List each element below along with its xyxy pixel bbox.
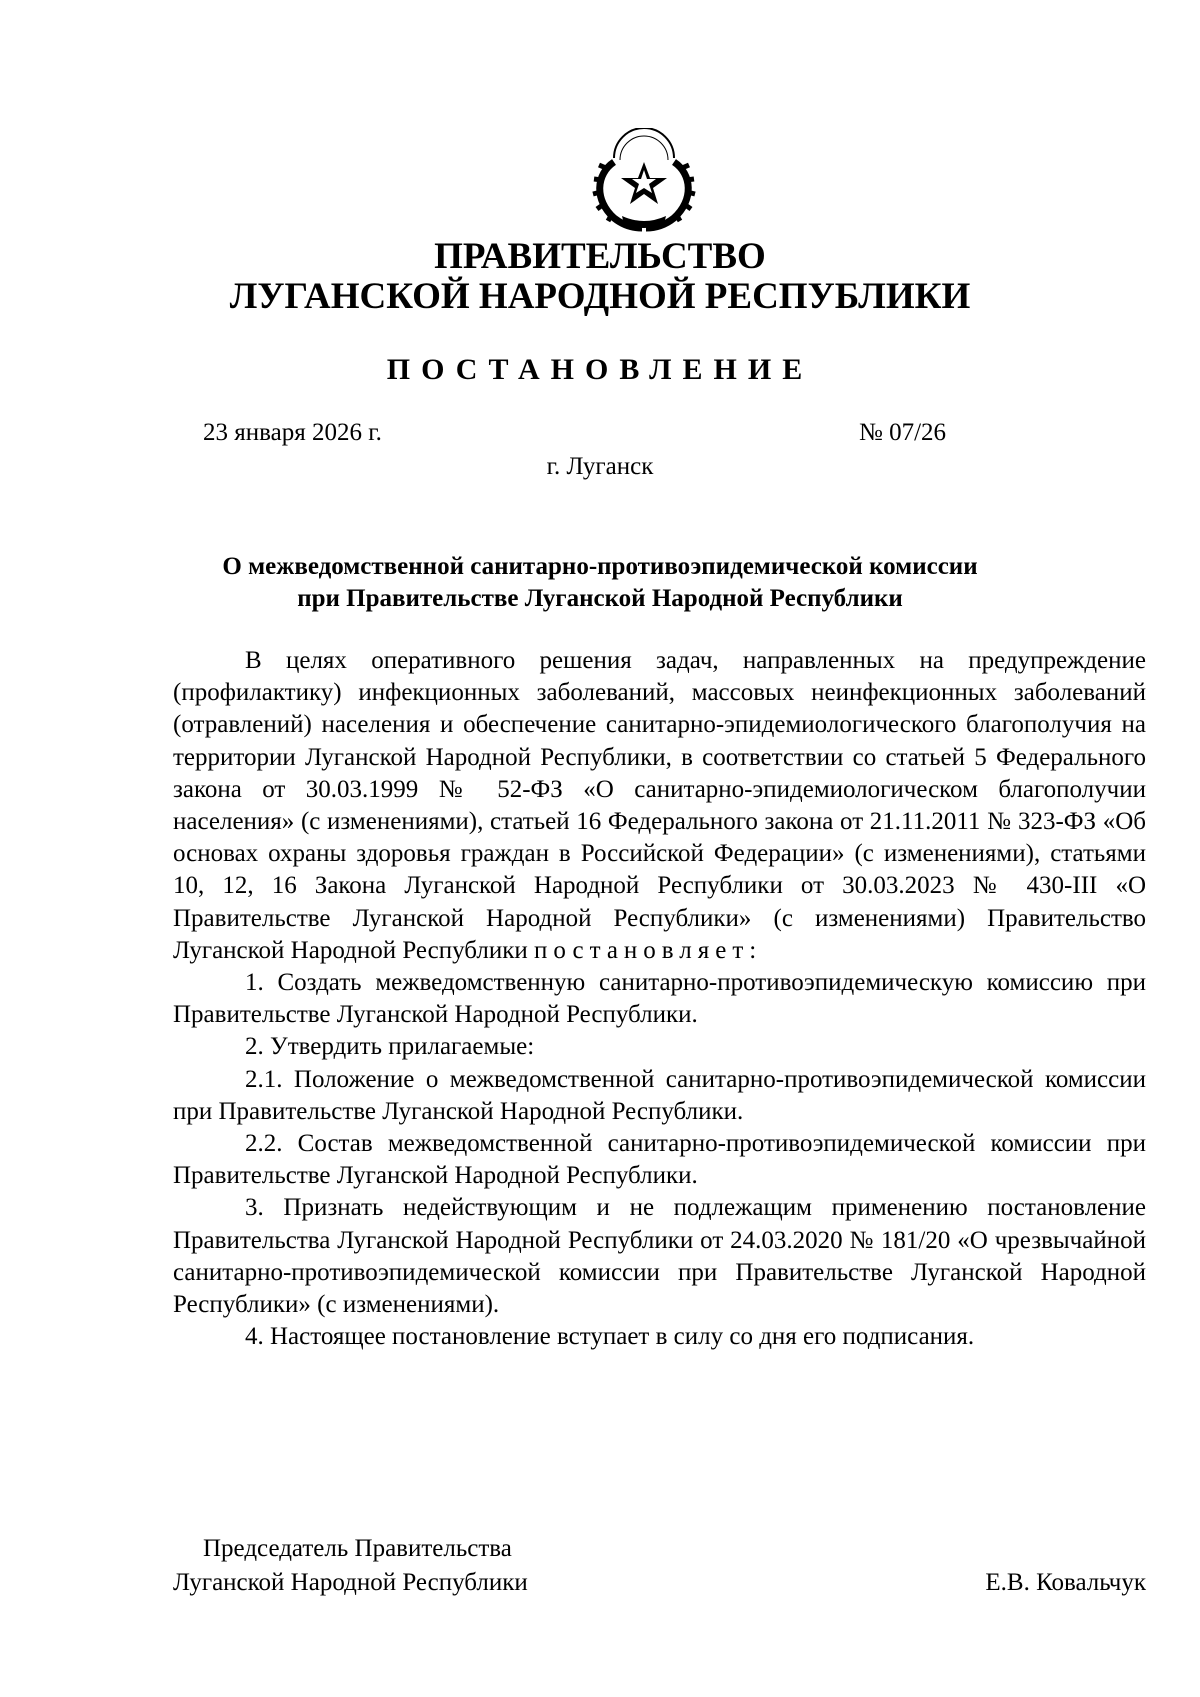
signatory-name: Е.В. Ковальчук (985, 1569, 1146, 1596)
item-2-2: 2.2. Состав межведомственной санитарно-противоэпидемической комиссии при Правительстве Луганской Народной Республики. (173, 1130, 1146, 1190)
state-emblem-icon (584, 128, 704, 232)
signatory-position (173, 1532, 528, 1600)
government-name-line1: ПРАВИТЕЛЬСТВО (434, 236, 766, 277)
document-number: № 07/26 (859, 419, 947, 446)
resolves-word: постановляет: (534, 936, 763, 964)
item-2: 2. Утвердить прилагаемые: (245, 1033, 535, 1061)
document-date: 23 января 2026 г. (203, 419, 382, 446)
item-4: 4. Настоящее постановление вступает в силу со дня его подписания. (245, 1323, 975, 1351)
government-name-line2: ЛУГАНСКОЙ НАРОДНОЙ РЕСПУБЛИКИ (229, 276, 971, 317)
document-city: г. Луганск (546, 453, 654, 480)
signatory-position-line2: Луганской Народной Республики (173, 1569, 528, 1596)
preamble-paragraph (173, 645, 1146, 967)
preamble-text: В целях оперативного решения задач, направленных на предупреждение (профилактику) инфекционных заболеваний, массовых неинфекционных заболеваний (отравлений) населения и обеспечение санитарно-эпидемиологического благополучия на территории Луганской Народной Республики, в соответствии со статьей 5 Федерального закона от 30.03.1999 № 52-ФЗ «О санитарно-эпидемиологическом благополучии населения» (с изменениями), статьей 16 Федерального закона от 21.11.2011 № 323-ФЗ «Об основах охраны здоровья граждан в Российской Федерации» (с изменениями), статьями 10, 12, 16 Закона Луганской Народной Республики от 30.03.2023 № 430-III «О Правительстве Луганской Народной Республики» (с изменениями) Правительство Луганской Народной Республики (173, 647, 1146, 964)
item-3: 3. Признать недействующим и не подлежащим применению постановление Правительства Луганской Народной Республики от 24.03.2020 № 181/20 «О чрезвычайной санитарно-противоэпидемической комиссии при Правительстве Луганской Народной Республики» (с изменениями). (173, 1194, 1146, 1319)
item-1: 1. Создать межведомственную санитарно-противоэпидемическую комиссию при Правительстве Луганской Народной Республики. (173, 969, 1146, 1029)
document-title-line1: О межведомственной санитарно-противоэпидемической комиссии (222, 553, 978, 580)
item-2-1: 2.1. Положение о межведомственной санитарно-противоэпидемической комиссии при Правительстве Луганской Народной Республики. (173, 1065, 1146, 1125)
document-title-line2: при Правительстве Луганской Народной Республики (297, 585, 903, 612)
document-type: ПОСТАНОВЛЕНИЕ (386, 353, 814, 386)
document-body (173, 645, 1146, 1353)
signatory-position-line1: Председатель Правительства (203, 1535, 512, 1562)
